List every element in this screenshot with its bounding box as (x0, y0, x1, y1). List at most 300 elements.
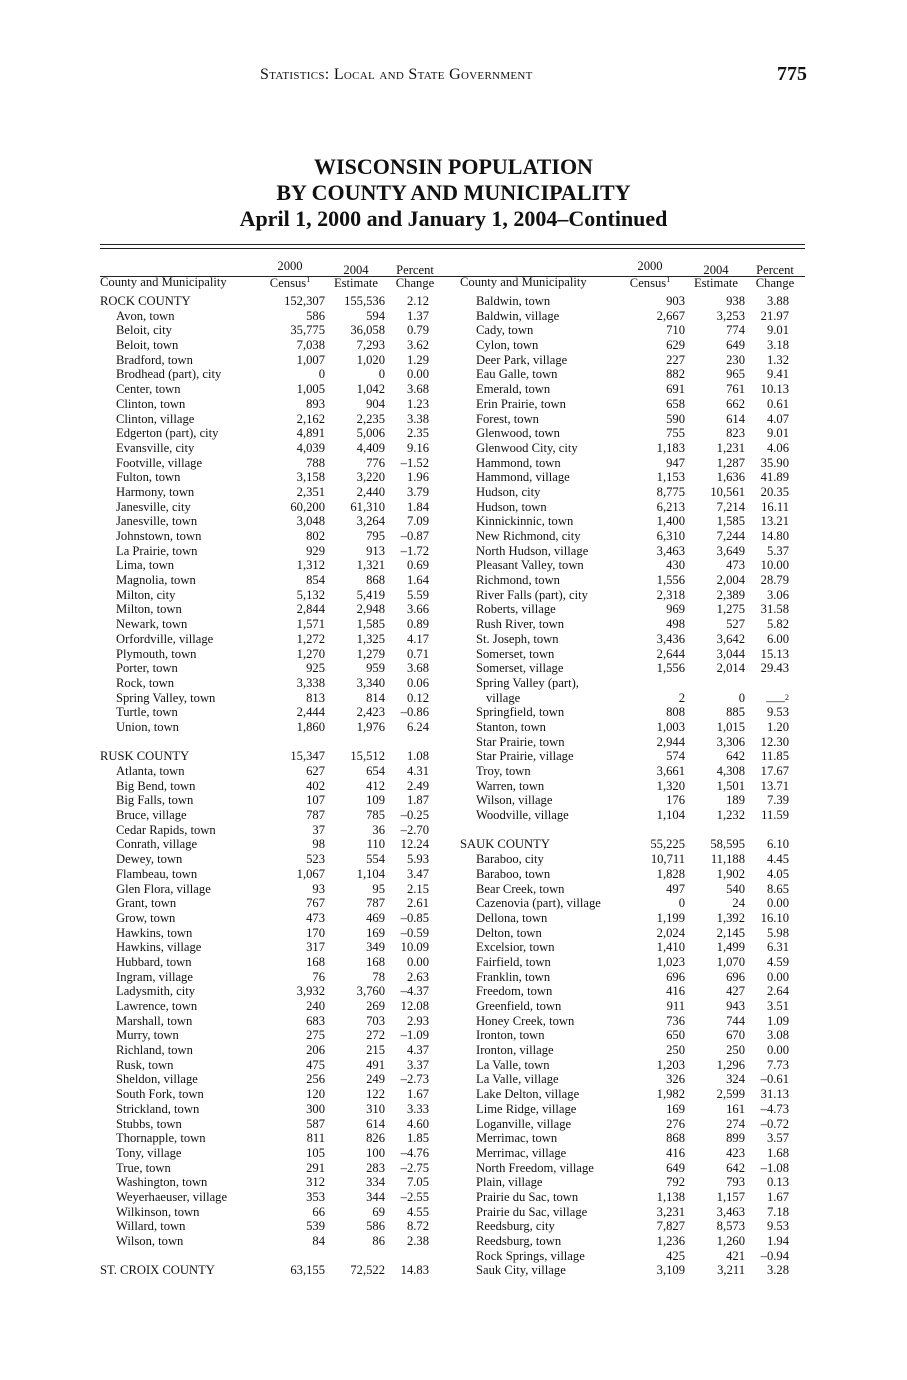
municipality-row (460, 323, 805, 338)
municipality-row (460, 984, 805, 999)
census-2000-value: 3,158 (296, 470, 325, 485)
percent-change-value: 4.06 (766, 440, 789, 455)
census-2000-value: 911 (666, 999, 685, 1013)
census-2000-value: 929 (306, 543, 325, 558)
municipality-row (100, 970, 445, 985)
estimate-2004-value: 1,104 (356, 866, 385, 881)
census-2000-value: 1,556 (656, 573, 685, 588)
municipality-row (100, 999, 445, 1014)
footnote-marker: 2 (785, 692, 789, 702)
estimate-2004-value: 11,188 (710, 852, 745, 867)
census-2000-value: 1,005 (296, 382, 325, 397)
percent-change-value: 12.08 (400, 999, 429, 1013)
estimate-2004-value: 2,235 (356, 411, 385, 426)
census-2000-value: 312 (306, 1175, 325, 1190)
table-title (100, 154, 807, 232)
municipality-name: Flambeau, town (116, 866, 198, 881)
census-2000-value: 813 (306, 690, 325, 705)
percent-change-value: 4.07 (766, 411, 789, 426)
municipality-row (460, 1161, 805, 1176)
municipality-name: Greenfield, town (476, 999, 562, 1013)
percent-change-value: 0.71 (406, 646, 429, 661)
municipality-row (100, 720, 445, 735)
municipality-name: Dellona, town (476, 910, 548, 925)
estimate-2004-value: 95 (372, 881, 385, 896)
percent-change-value: –2.73 (400, 1072, 429, 1087)
municipality-name: Baraboo, town (476, 866, 551, 881)
census-2000-value: 755 (666, 426, 685, 441)
census-2000-value: 317 (306, 940, 325, 955)
estimate-2004-value: 249 (366, 1072, 385, 1087)
percent-change-value: 0.00 (406, 367, 429, 382)
percent-change-value: 9.41 (766, 367, 789, 382)
municipality-row (100, 676, 445, 691)
census-2000-value: 2,944 (656, 734, 685, 749)
census-2000-value: 1,320 (656, 778, 685, 793)
census-2000-value: 2,844 (296, 602, 325, 617)
municipality-row (100, 926, 445, 941)
municipality-row (460, 882, 805, 897)
municipality-row (460, 867, 805, 882)
census-2000-value: 792 (666, 1175, 685, 1190)
municipality-name: Hudson, city (476, 484, 541, 499)
estimate-2004-value: 2,948 (356, 602, 385, 617)
estimate-2004-value: 1,585 (716, 514, 745, 529)
percent-change-value: 0.89 (406, 617, 429, 632)
percent-change-value: 3.62 (406, 338, 429, 353)
estimate-2004-value: 1,499 (716, 940, 745, 955)
municipality-name: RUSK COUNTY (100, 749, 190, 764)
percent-change-value: 3.28 (766, 1263, 789, 1278)
census-2000-value: 2,444 (296, 705, 325, 720)
estimate-2004-value: 2,423 (356, 705, 385, 720)
percent-change-value: –2.55 (400, 1189, 429, 1204)
estimate-2004-value: 1,636 (716, 470, 745, 485)
municipality-name: Orfordville, village (116, 631, 214, 646)
municipality-name: Spring Valley (part), (476, 675, 579, 690)
percent-change-value: 3.66 (406, 602, 429, 617)
estimate-2004-value: 3,649 (716, 543, 745, 558)
municipality-name: Troy, town (476, 764, 531, 778)
municipality-row (460, 309, 805, 324)
municipality-name: Woodville, village (476, 808, 569, 823)
census-2000-value: 3,231 (656, 1204, 685, 1219)
estimate-2004-value: 1,231 (716, 440, 745, 455)
estimate-2004-value: 823 (726, 426, 745, 441)
county-row (100, 749, 445, 764)
municipality-row (460, 999, 805, 1014)
municipality-row (460, 1146, 805, 1161)
percent-change-value: 1.94 (766, 1234, 789, 1248)
municipality-row (100, 1234, 445, 1249)
municipality-name: Roberts, village (476, 602, 556, 617)
estimate-2004-value: 554 (366, 852, 385, 867)
percent-change-value: 11.85 (761, 749, 789, 764)
municipality-name: Bradford, town (116, 352, 193, 367)
census-2000-value: 658 (666, 396, 685, 411)
estimate-2004-value: 5,419 (356, 587, 385, 602)
municipality-name: River Falls (part), city (476, 587, 588, 602)
municipality-row (460, 485, 805, 500)
municipality-row (460, 911, 805, 926)
municipality-name: ROCK COUNTY (100, 294, 191, 308)
municipality-name: Weyerhaeuser, village (116, 1189, 228, 1204)
municipality-row (100, 602, 445, 617)
census-2000-value: 3,436 (656, 631, 685, 646)
municipality-row (460, 764, 805, 779)
municipality-row (100, 1190, 445, 1205)
estimate-2004-value: 696 (726, 969, 745, 984)
title-line-3: April 1, 2000 and January 1, 2004–Continued (239, 206, 668, 231)
header-county-municipality: County and Municipality (460, 275, 587, 289)
municipality-name: Porter, town (116, 661, 178, 676)
municipality-row (460, 544, 805, 559)
census-2000-value: 10,711 (650, 852, 685, 867)
municipality-row (100, 382, 445, 397)
municipality-row (100, 588, 445, 603)
estimate-2004-value: 230 (726, 352, 745, 367)
estimate-2004-value: 349 (366, 940, 385, 955)
estimate-2004-value: 421 (726, 1248, 745, 1263)
census-2000-value: 1,104 (656, 808, 685, 823)
percent-change-value: 28.79 (760, 573, 789, 588)
percent-change-value: 31.58 (760, 602, 789, 617)
municipality-name: Turtle, town (116, 705, 178, 720)
census-2000-value: 55,225 (650, 837, 685, 852)
municipality-name: Thornapple, town (116, 1131, 206, 1146)
percent-change-value: 1.08 (406, 749, 429, 764)
municipality-row (100, 896, 445, 911)
municipality-name: Dewey, town (116, 852, 183, 867)
estimate-2004-value: 7,214 (716, 499, 745, 514)
estimate-2004-value: 1,070 (716, 954, 745, 969)
census-2000-value: 1,023 (656, 954, 685, 969)
municipality-row (100, 779, 445, 794)
municipality-name: Delton, town (476, 925, 542, 940)
municipality-name: Kinnickinnic, town (476, 514, 574, 529)
municipality-name: Richmond, town (476, 573, 560, 588)
municipality-name: Glenwood City, city (476, 440, 578, 455)
municipality-row (100, 529, 445, 544)
page-number: 775 (777, 63, 807, 85)
estimate-2004-value: 5,006 (356, 426, 385, 441)
municipality-row (460, 602, 805, 617)
percent-change-value: 14.80 (760, 529, 789, 543)
estimate-2004-value: 662 (726, 396, 745, 411)
municipality-row (460, 382, 805, 397)
municipality-name: Sheldon, village (116, 1072, 198, 1087)
percent-change-value: 0.00 (766, 896, 789, 911)
percent-change-value: 3.33 (406, 1101, 429, 1116)
percent-change-value: 3.79 (406, 484, 429, 499)
municipality-name: Deer Park, village (476, 352, 568, 367)
municipality-row (460, 940, 805, 955)
municipality-name: Wilson, town (116, 1234, 184, 1248)
municipality-row (460, 441, 805, 456)
municipality-name: Beloit, city (116, 323, 172, 338)
municipality-name: Footville, village (116, 455, 203, 470)
municipality-name: Bear Creek, town (476, 881, 565, 896)
municipality-row (100, 456, 445, 471)
estimate-2004-value: 86 (372, 1234, 385, 1248)
municipality-row (100, 1102, 445, 1117)
municipality-row (460, 720, 805, 735)
percent-change-value: 17.67 (760, 764, 789, 778)
census-2000-value: 868 (666, 1131, 685, 1146)
percent-change-value: –0.86 (400, 705, 429, 720)
estimate-2004-value: 1,501 (716, 778, 745, 793)
census-2000-value: 475 (306, 1057, 325, 1072)
municipality-name: Ladysmith, city (116, 984, 196, 999)
census-2000-value: 227 (666, 352, 685, 367)
municipality-row (100, 984, 445, 999)
estimate-2004-value: 272 (366, 1028, 385, 1043)
percent-change-value: –0.85 (400, 910, 429, 925)
percent-change-value: 1.37 (406, 308, 429, 323)
percent-change-value: 4.17 (406, 631, 429, 646)
census-2000-value: 586 (306, 308, 325, 323)
municipality-name: Edgerton (part), city (116, 426, 219, 441)
percent-change-value: –2.75 (400, 1160, 429, 1175)
municipality-row (460, 1087, 805, 1102)
percent-change-value: –0.25 (400, 808, 429, 823)
census-2000-value: 168 (306, 954, 325, 969)
estimate-2004-value: 324 (726, 1072, 745, 1087)
percent-change-value: 11.59 (761, 808, 789, 823)
municipality-row (100, 661, 445, 676)
percent-change-value: 9.53 (766, 705, 789, 720)
census-2000-value: 969 (666, 602, 685, 617)
census-2000-value: 3,463 (656, 543, 685, 558)
municipality-name: Rock Springs, village (476, 1248, 585, 1263)
estimate-2004-value: 761 (726, 382, 745, 397)
municipality-row (100, 808, 445, 823)
census-2000-value: 66 (312, 1204, 325, 1219)
municipality-row (460, 1058, 805, 1073)
percent-change-value: 16.10 (760, 910, 789, 925)
municipality-name: Brodhead (part), city (116, 367, 222, 382)
percent-change-value: –1.09 (400, 1028, 429, 1043)
estimate-2004-value: 1,042 (356, 382, 385, 397)
municipality-row (100, 1146, 445, 1161)
percent-change-value: 31.13 (760, 1087, 789, 1102)
percent-change-value: 1.67 (406, 1087, 429, 1102)
estimate-2004-value: 169 (366, 925, 385, 940)
estimate-2004-value: 10,561 (710, 484, 745, 499)
percent-change-value: –4.37 (400, 984, 429, 999)
census-2000-value: 903 (666, 294, 685, 308)
census-2000-value: 2 (678, 690, 685, 705)
percent-change-value: 12.24 (400, 837, 429, 852)
percent-change-value: 4.05 (766, 866, 789, 881)
percent-change-value: 4.45 (766, 852, 789, 867)
percent-change-value: –4.73 (760, 1101, 789, 1116)
estimate-2004-value: 670 (726, 1028, 745, 1043)
percent-change-value: 41.89 (760, 470, 789, 485)
census-2000-value: 767 (306, 896, 325, 911)
municipality-row (460, 852, 805, 867)
municipality-name: Star Prairie, village (476, 749, 574, 764)
municipality-name: Harmony, town (116, 484, 195, 499)
municipality-name: Rush River, town (476, 617, 565, 632)
census-2000-value: 2,644 (656, 646, 685, 661)
percent-change-value: 5.82 (766, 617, 789, 632)
estimate-2004-value: 7,244 (716, 529, 745, 543)
municipality-name: Cady, town (476, 323, 534, 338)
census-2000-value: 76 (312, 969, 325, 984)
municipality-row (460, 367, 805, 382)
percent-change-value: 3.68 (406, 661, 429, 676)
estimate-2004-value: 787 (366, 896, 385, 911)
census-2000-value: 473 (306, 910, 325, 925)
census-2000-value: 206 (306, 1043, 325, 1058)
percent-change-value: 1.23 (406, 396, 429, 411)
census-2000-value: 2,162 (296, 411, 325, 426)
municipality-name: Lawrence, town (116, 999, 198, 1013)
municipality-name: Springfield, town (476, 705, 565, 720)
municipality-name: Stubbs, town (116, 1116, 182, 1131)
estimate-2004-value: 540 (726, 881, 745, 896)
municipality-name: Honey Creek, town (476, 1013, 575, 1028)
estimate-2004-value: 1,325 (356, 631, 385, 646)
percent-change-value: 6.10 (766, 837, 789, 852)
percent-change-value: 10.00 (760, 558, 789, 573)
municipality-name: Wilkinson, town (116, 1204, 200, 1219)
municipality-row (100, 338, 445, 353)
municipality-row (460, 412, 805, 427)
estimate-2004-value: 3,253 (716, 308, 745, 323)
municipality-name: Rock, town (116, 675, 175, 690)
percent-change-value: 2.38 (406, 1234, 429, 1248)
estimate-2004-value: 0 (738, 690, 745, 705)
municipality-row (460, 676, 805, 691)
estimate-2004-value: 3,211 (717, 1263, 745, 1278)
estimate-2004-value: 1,902 (716, 866, 745, 881)
census-2000-value: 1,153 (656, 470, 685, 485)
municipality-name: Atlanta, town (116, 764, 185, 778)
estimate-2004-value: 776 (366, 455, 385, 470)
percent-change-value: 8.65 (766, 881, 789, 896)
census-2000-value: 7,038 (296, 338, 325, 353)
municipality-row (460, 1234, 805, 1249)
municipality-name: Johnstown, town (116, 529, 202, 543)
header-percent-change: Percent Change (755, 263, 795, 290)
running-header (100, 63, 807, 92)
census-2000-value: 574 (666, 749, 685, 764)
municipality-row (100, 647, 445, 662)
municipality-name: Marshall, town (116, 1013, 193, 1028)
municipality-name: Big Falls, town (116, 793, 194, 808)
municipality-row (460, 558, 805, 573)
percent-change-value: 3.51 (766, 999, 789, 1013)
estimate-2004-value: 795 (366, 529, 385, 543)
percent-change-value: –0.61 (760, 1072, 789, 1087)
municipality-row (100, 500, 445, 515)
census-2000-value: 1,199 (656, 910, 685, 925)
percent-change-value: 29.43 (760, 661, 789, 676)
percent-change-value: 1.09 (766, 1013, 789, 1028)
census-2000-value: 893 (306, 396, 325, 411)
census-2000-value: 1,982 (656, 1087, 685, 1102)
census-2000-value: 176 (666, 793, 685, 808)
percent-change-value: 3.68 (406, 382, 429, 397)
municipality-row (460, 661, 805, 676)
census-2000-value: 3,109 (656, 1263, 685, 1278)
municipality-row (100, 309, 445, 324)
percent-change-value: 2.93 (406, 1013, 429, 1028)
percent-change-value: 5.98 (766, 925, 789, 940)
municipality-row (460, 573, 805, 588)
municipality-row (100, 558, 445, 573)
percent-change-value: 3.18 (766, 338, 789, 353)
municipality-name: Franklin, town (476, 969, 551, 984)
percent-change-value: 1.32 (766, 352, 789, 367)
municipality-name: Wilson, village (476, 793, 553, 808)
census-2000-value: 1,410 (656, 940, 685, 955)
municipality-row (100, 514, 445, 529)
municipality-name: Reedsburg, city (476, 1219, 555, 1234)
percent-change-value: 10.09 (400, 940, 429, 955)
municipality-row (100, 705, 445, 720)
percent-change-value: 3.06 (766, 587, 789, 602)
census-2000-value: 523 (306, 852, 325, 867)
census-2000-value: 6,310 (656, 529, 685, 543)
estimate-2004-value: 4,308 (716, 764, 745, 778)
estimate-2004-value: 868 (366, 573, 385, 588)
estimate-2004-value: 1,296 (716, 1057, 745, 1072)
estimate-2004-value: 614 (366, 1116, 385, 1131)
estimate-2004-value: 826 (366, 1131, 385, 1146)
estimate-2004-value: 15,512 (350, 749, 385, 764)
municipality-name: Cylon, town (476, 338, 539, 353)
municipality-name: Reedsburg, town (476, 1234, 562, 1248)
percent-change-value: 2.49 (406, 778, 429, 793)
header-percent-change: Percent Change (395, 263, 435, 290)
municipality-name: Lima, town (116, 558, 175, 573)
municipality-row (460, 793, 805, 808)
municipality-row (460, 926, 805, 941)
percent-change-value: –0.94 (760, 1248, 789, 1263)
census-2000-value: 1,138 (656, 1189, 685, 1204)
municipality-row (100, 632, 445, 647)
census-2000-value: 882 (666, 367, 685, 382)
estimate-2004-value: 215 (366, 1043, 385, 1058)
estimate-2004-value: 904 (366, 396, 385, 411)
municipality-name: ST. CROIX COUNTY (100, 1263, 215, 1278)
percent-change-value: 12.30 (760, 734, 789, 749)
municipality-name: Erin Prairie, town (476, 396, 566, 411)
municipality-row (100, 691, 445, 706)
percent-change-value: 4.59 (766, 954, 789, 969)
municipality-row (460, 470, 805, 485)
municipality-row (460, 338, 805, 353)
top-rule (100, 244, 805, 245)
municipality-row (460, 1175, 805, 1190)
estimate-2004-value: 642 (726, 1160, 745, 1175)
census-2000-value: 35,775 (290, 323, 325, 338)
header-2004-estimate: 2004 Estimate (693, 263, 739, 290)
municipality-row (100, 441, 445, 456)
municipality-name: Grant, town (116, 896, 177, 911)
county-row (460, 837, 805, 852)
percent-change-value: 5.93 (406, 852, 429, 867)
census-2000-value: 275 (306, 1028, 325, 1043)
municipality-name: SAUK COUNTY (460, 837, 550, 852)
municipality-row (460, 397, 805, 412)
municipality-name: Lime Ridge, village (476, 1101, 577, 1116)
municipality-row (100, 397, 445, 412)
municipality-name: La Valle, village (476, 1072, 559, 1087)
